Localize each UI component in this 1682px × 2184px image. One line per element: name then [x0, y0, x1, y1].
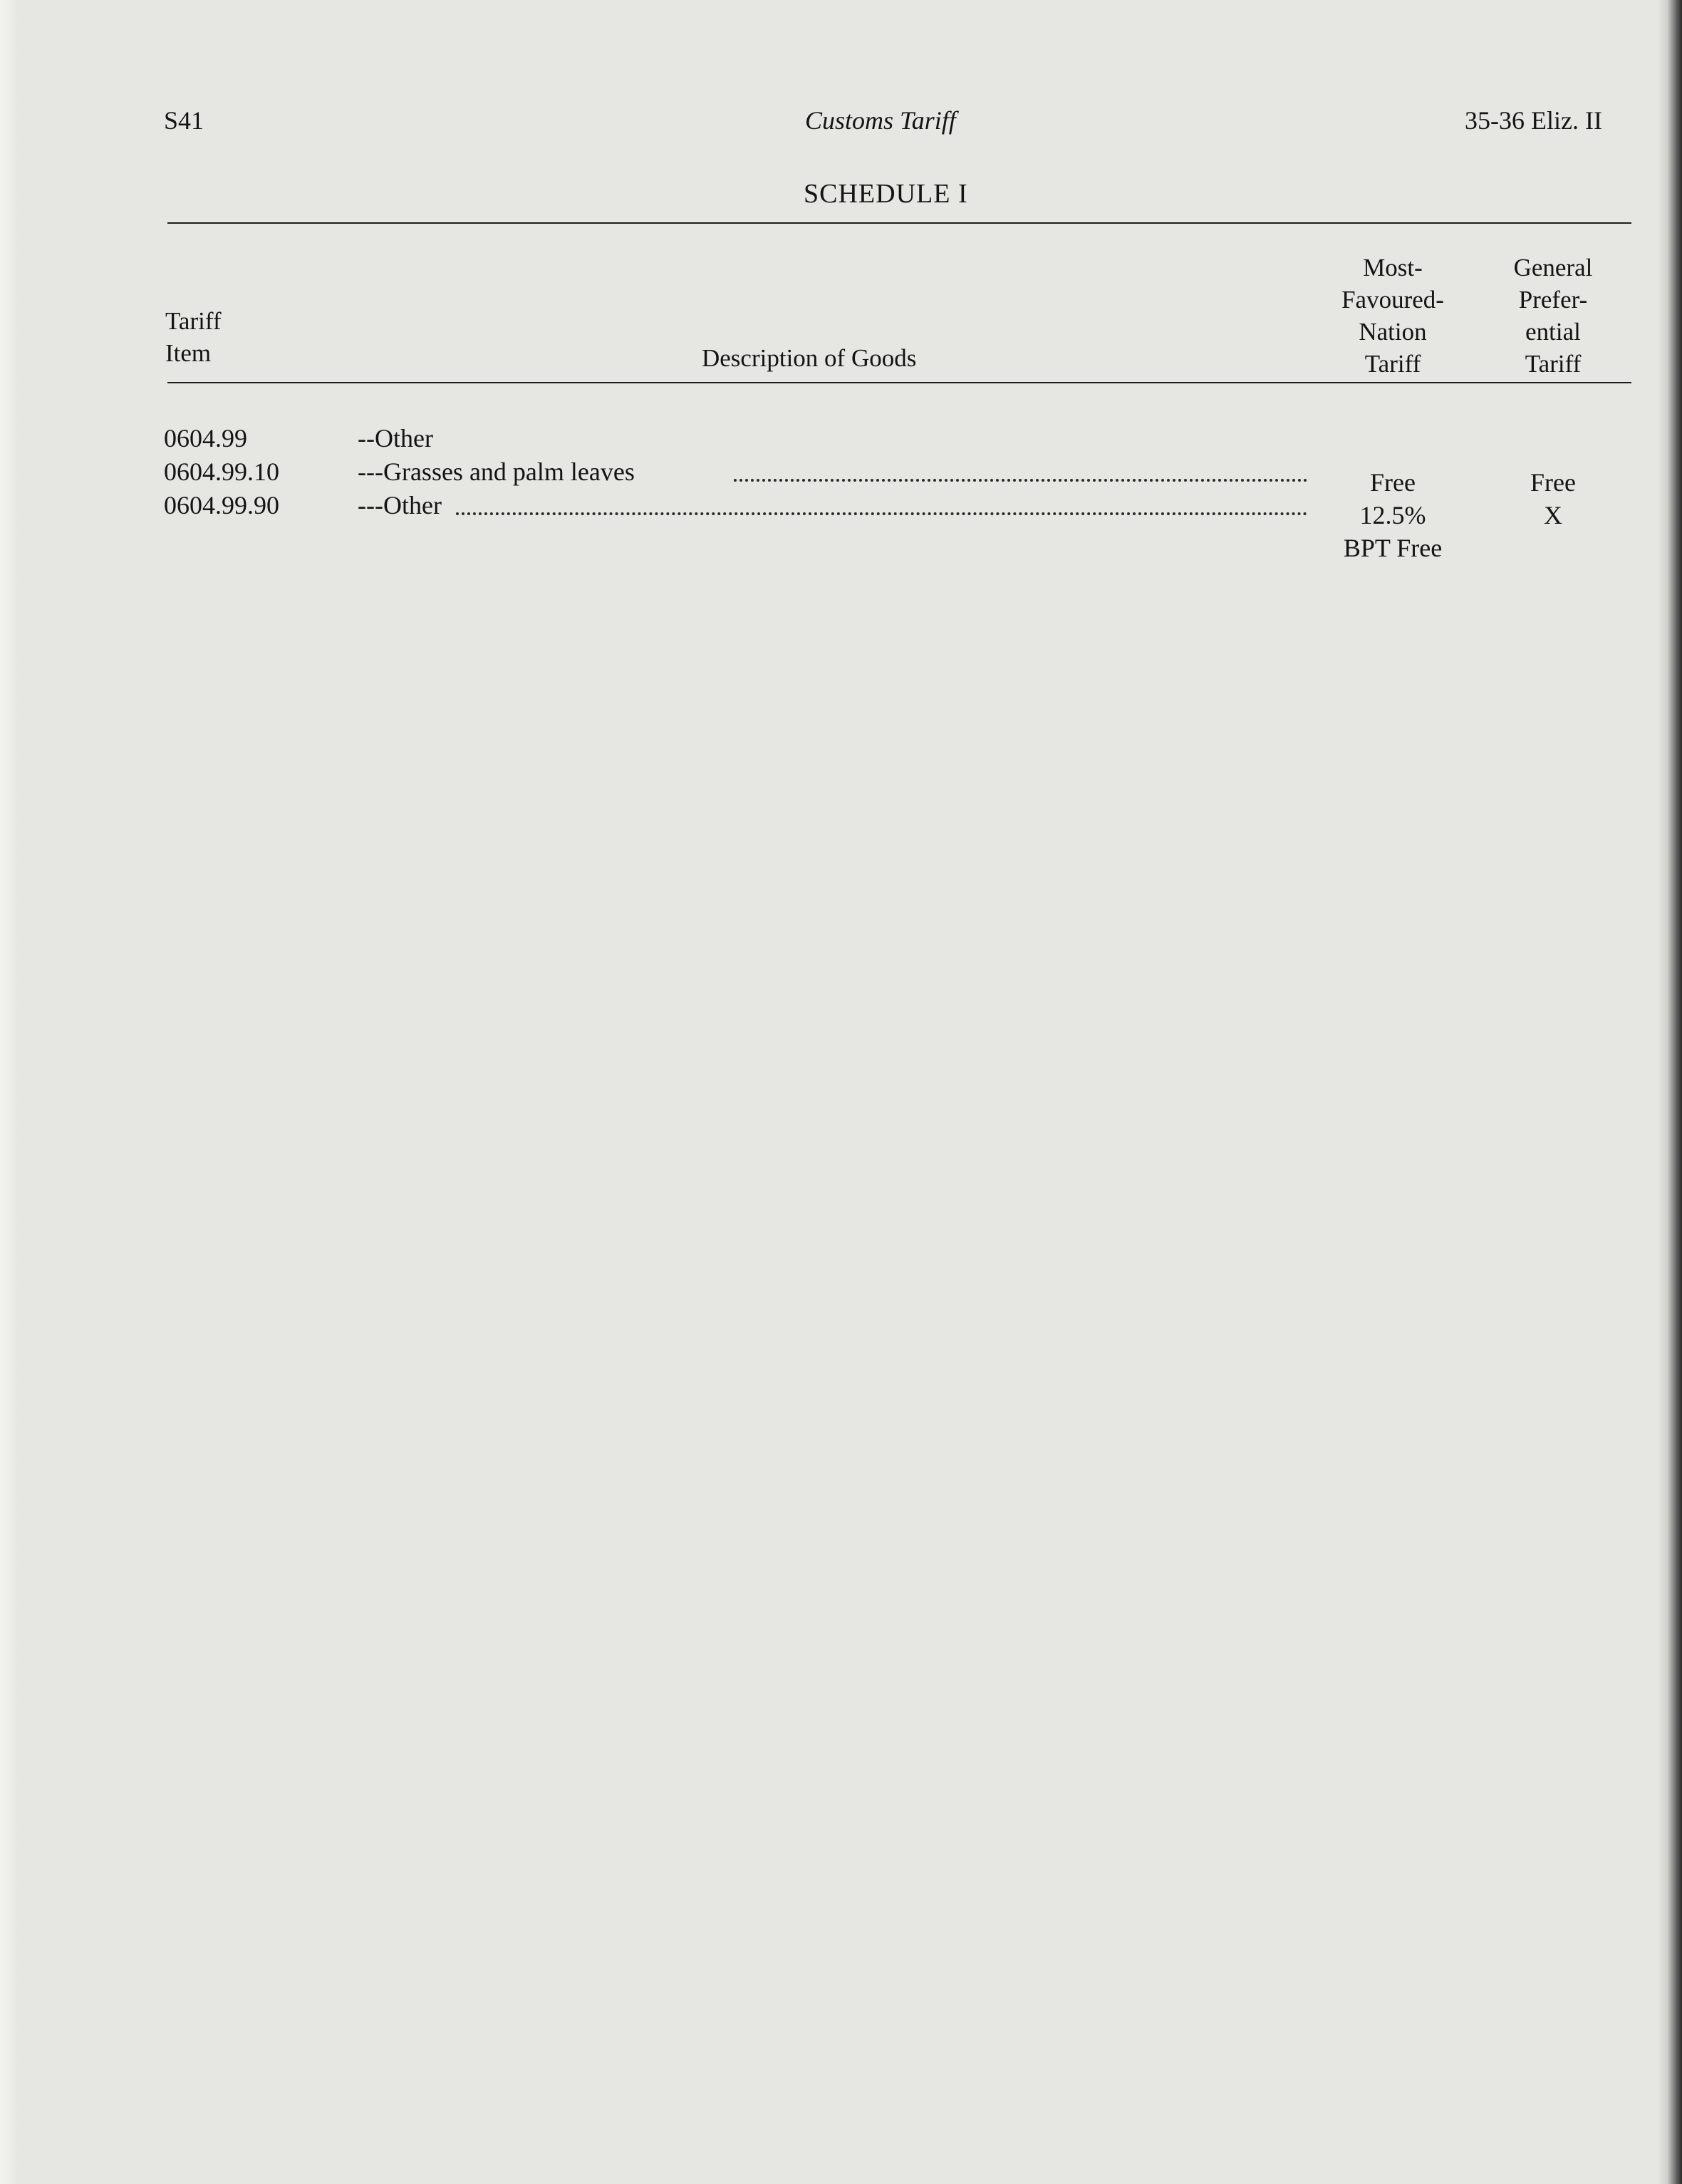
mfn-rate: Free [1370, 468, 1416, 497]
goods-description: ---Other [358, 491, 442, 519]
column-header-mfn-line: Favoured- [1341, 286, 1444, 314]
tariff-item-code: 0604.99.90 [164, 491, 279, 519]
column-header-gpt-line: Tariff [1525, 350, 1582, 378]
dot-leader [456, 512, 1307, 517]
column-header-tariff-item-line: Tariff [165, 307, 222, 335]
column-header-gpt-line: General [1513, 254, 1593, 281]
mfn-rate: 12.5% [1359, 501, 1426, 529]
gpt-rate: X [1544, 501, 1562, 529]
table-top-rule [167, 222, 1631, 224]
page-binding-shadow [1658, 0, 1682, 2184]
column-header-description: Description of Goods [702, 344, 917, 372]
goods-description: --Other [358, 424, 433, 452]
goods-description: ---Grasses and palm leaves [358, 457, 635, 486]
page-left-edge [0, 0, 19, 2184]
column-header-gpt-line: ential [1525, 318, 1581, 346]
regnal-year: 35-36 Eliz. II [1465, 106, 1602, 135]
column-header-tariff-item [165, 305, 222, 369]
column-header-mfn-line: Most- [1363, 254, 1423, 281]
mfn-rate-note: BPT Free [1343, 534, 1443, 562]
page-number: S41 [164, 106, 204, 135]
tariff-item-code: 0604.99 [164, 424, 247, 452]
header-bottom-rule [167, 382, 1631, 383]
gpt-rate: Free [1530, 468, 1576, 497]
column-header-mfn-tariff [1304, 252, 1482, 380]
running-title: Customs Tariff [805, 106, 956, 135]
column-header-tariff-item-line: Item [165, 339, 212, 367]
column-header-gpt-tariff [1478, 252, 1628, 380]
schedule-title: SCHEDULE I [804, 179, 968, 209]
dot-leader [734, 479, 1307, 483]
column-header-mfn-line: Nation [1359, 318, 1427, 346]
column-header-mfn-line: Tariff [1364, 350, 1421, 378]
tariff-item-code: 0604.99.10 [164, 457, 279, 486]
column-header-gpt-line: Prefer- [1518, 286, 1588, 314]
